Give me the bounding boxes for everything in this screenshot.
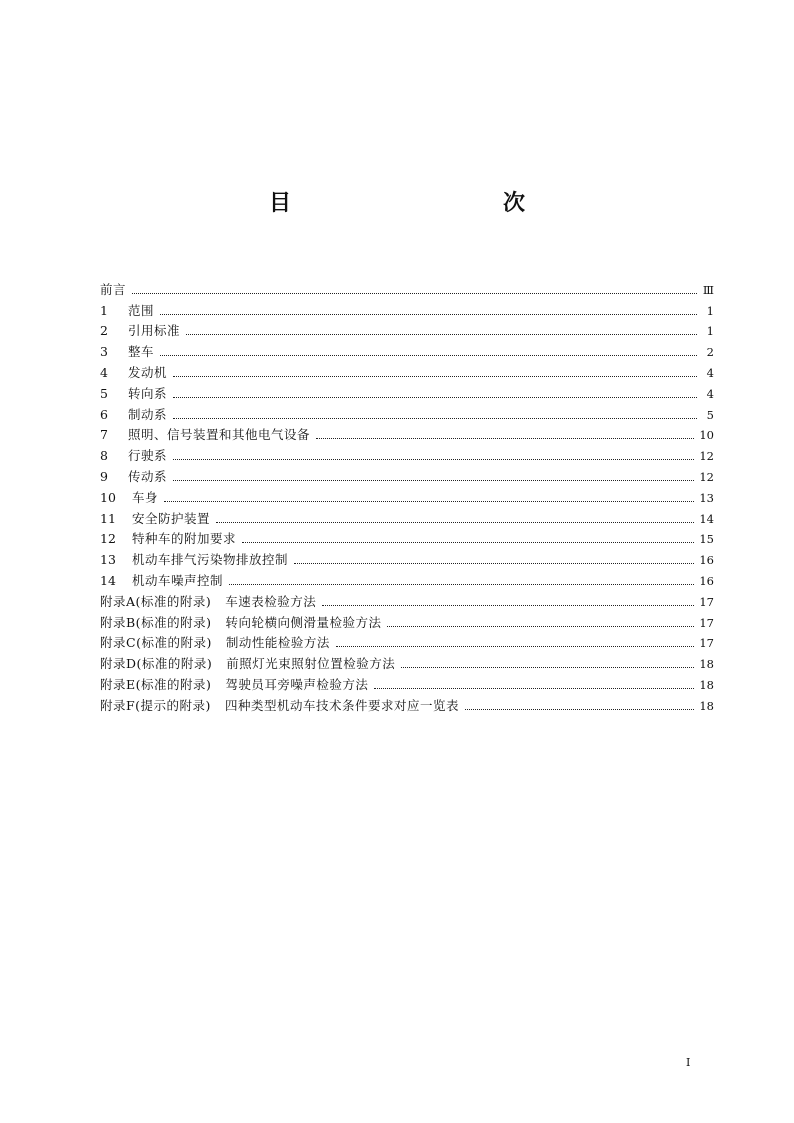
toc-entry-number: 1 (100, 302, 108, 318)
toc-entry-title (100, 616, 381, 630)
toc-entry-number: 2 (100, 323, 108, 339)
toc-dot-leader (322, 605, 694, 606)
table-of-contents (100, 276, 714, 713)
toc-entry[interactable] (100, 442, 714, 463)
toc-entry-number: 6 (100, 406, 108, 422)
toc-dot-leader (173, 376, 697, 377)
toc-dot-leader (160, 314, 697, 315)
toc-entry-page: 2 (706, 345, 714, 360)
toc-entry-page: 5 (706, 407, 714, 422)
toc-entry-title-main: 附录F(提示的附录) (100, 697, 211, 713)
toc-entry-subtitle: 制动性能检验方法 (225, 635, 330, 651)
toc-entry-number: 8 (100, 448, 108, 464)
toc-dot-leader (132, 293, 697, 294)
toc-entry[interactable] (100, 463, 714, 484)
toc-entry-title (132, 553, 288, 567)
toc-entry-title-main: 车身 (132, 489, 159, 505)
toc-entry[interactable] (100, 380, 714, 401)
toc-entry-title-main: 前言 (100, 281, 127, 297)
toc-dot-leader (173, 480, 694, 481)
toc-entry-page: 12 (699, 449, 714, 464)
toc-entry-title (128, 304, 154, 318)
toc-entry[interactable] (100, 505, 714, 526)
toc-entry[interactable] (100, 422, 714, 443)
toc-dot-leader (173, 418, 697, 419)
toc-entry-number: 9 (100, 468, 108, 484)
toc-entry[interactable] (100, 401, 714, 422)
toc-entry-title (128, 324, 180, 338)
toc-entry-title (100, 595, 316, 609)
toc-entry-title (128, 408, 167, 422)
toc-entry-title-main: 附录C(标准的附录) (100, 635, 212, 651)
toc-entry[interactable] (100, 546, 714, 567)
toc-entry-title-main: 发动机 (128, 364, 168, 380)
toc-dot-leader (465, 709, 694, 710)
toc-entry-title (128, 449, 167, 463)
toc-entry-title (100, 657, 395, 671)
toc-entry-title (128, 366, 167, 380)
toc-entry-title-main: 附录B(标准的附录) (100, 614, 212, 630)
toc-entry-page: 13 (699, 490, 714, 505)
toc-entry-number: 4 (100, 364, 108, 380)
toc-entry-title (128, 345, 154, 359)
toc-entry-title (100, 283, 126, 297)
toc-entry[interactable] (100, 297, 714, 318)
toc-entry-page: 15 (699, 532, 714, 547)
toc-entry-page: 18 (699, 698, 714, 713)
toc-entry-title-main: 制动系 (128, 406, 168, 422)
toc-dot-leader (387, 626, 694, 627)
page-number: I (686, 1056, 691, 1069)
toc-entry[interactable] (100, 338, 714, 359)
toc-entry-page: 18 (699, 657, 714, 672)
toc-entry-page: 16 (699, 573, 714, 588)
toc-entry-title (128, 387, 167, 401)
toc-entry-title-main: 转向系 (128, 385, 168, 401)
toc-entry-title-main: 传动系 (128, 468, 168, 484)
toc-entry-page: 17 (699, 636, 714, 651)
toc-entry-title-main: 引用标准 (128, 323, 181, 339)
toc-entry-title-main: 机动车噪声控制 (132, 572, 224, 588)
toc-entry-page: 14 (699, 511, 714, 526)
toc-entry[interactable] (100, 630, 714, 651)
toc-entry[interactable] (100, 484, 714, 505)
toc-dot-leader (336, 646, 695, 647)
toc-entry-subtitle: 四种类型机动车技术条件要求对应一览表 (224, 697, 459, 713)
toc-dot-leader (229, 584, 694, 585)
toc-entry-number: 5 (100, 385, 108, 401)
toc-entry-title-main: 机动车排气污染物排放控制 (132, 552, 289, 568)
toc-entry-number: 10 (100, 489, 116, 505)
toc-entry-title-main: 附录E(标准的附录) (100, 676, 212, 692)
toc-entry-title-main: 附录A(标准的附录) (100, 593, 212, 609)
toc-entry-number: 13 (100, 552, 116, 568)
toc-entry-page: 4 (706, 365, 714, 380)
toc-entry-title (100, 699, 459, 713)
toc-entry-title-main: 范围 (128, 302, 155, 318)
toc-entry[interactable] (100, 567, 714, 588)
toc-entry[interactable] (100, 650, 714, 671)
toc-entry-number: 11 (100, 510, 116, 526)
toc-entry-page: 12 (699, 469, 714, 484)
toc-entry[interactable] (100, 588, 714, 609)
toc-entry-title (100, 678, 368, 692)
toc-entry-number: 3 (100, 344, 108, 360)
page-title: 目 次 (268, 191, 581, 216)
toc-entry-number: 14 (100, 572, 116, 588)
toc-entry-title (132, 574, 223, 588)
toc-entry-title-main: 附录D(标准的附录) (100, 656, 213, 672)
toc-entry-page: 10 (699, 428, 714, 443)
toc-entry-title-main: 特种车的附加要求 (132, 531, 237, 547)
toc-entry[interactable] (100, 671, 714, 692)
toc-entry-page: 1 (706, 303, 714, 318)
toc-entry-page: 17 (699, 594, 714, 609)
toc-entry-page: 18 (699, 677, 714, 692)
toc-entry-page: 17 (699, 615, 714, 630)
toc-entry-number: 7 (100, 427, 108, 443)
toc-entry-page: 16 (699, 553, 714, 568)
toc-dot-leader (242, 542, 694, 543)
toc-dot-leader (173, 397, 697, 398)
toc-entry-title-main: 行驶系 (128, 448, 168, 464)
toc-dot-leader (294, 563, 694, 564)
toc-dot-leader (374, 688, 694, 689)
toc-entry-subtitle: 驾驶员耳旁噪声检验方法 (225, 676, 369, 692)
toc-dot-leader (160, 355, 697, 356)
toc-entry[interactable] (100, 318, 714, 339)
toc-entry-subtitle: 转向轮横向侧滑量检验方法 (225, 614, 382, 630)
toc-entry-title-main: 照明、信号装置和其他电气设备 (128, 427, 311, 443)
toc-entry-title-main: 安全防护装置 (132, 510, 211, 526)
toc-entry-title (132, 512, 210, 526)
toc-entry[interactable] (100, 609, 714, 630)
toc-entry[interactable] (100, 692, 714, 713)
toc-dot-leader (164, 501, 694, 502)
toc-entry[interactable] (100, 526, 714, 547)
toc-entry-subtitle: 前照灯光束照射位置检验方法 (226, 656, 396, 672)
toc-entry-title-main: 整车 (128, 344, 155, 360)
toc-entry-title (128, 470, 167, 484)
toc-entry-number: 12 (100, 531, 116, 547)
toc-dot-leader (316, 438, 694, 439)
toc-entry[interactable] (100, 359, 714, 380)
toc-dot-leader (173, 459, 694, 460)
toc-dot-leader (216, 522, 694, 523)
toc-entry-page: 1 (706, 324, 714, 339)
toc-entry-title (132, 532, 236, 546)
toc-entry[interactable] (100, 276, 714, 297)
toc-entry-title (100, 636, 330, 650)
toc-entry-page: 4 (706, 386, 714, 401)
toc-dot-leader (186, 334, 697, 335)
toc-dot-leader (401, 667, 694, 668)
toc-entry-page: Ⅲ (702, 282, 714, 297)
toc-entry-title (128, 428, 310, 442)
toc-entry-title (132, 491, 158, 505)
toc-entry-subtitle: 车速表检验方法 (225, 593, 317, 609)
